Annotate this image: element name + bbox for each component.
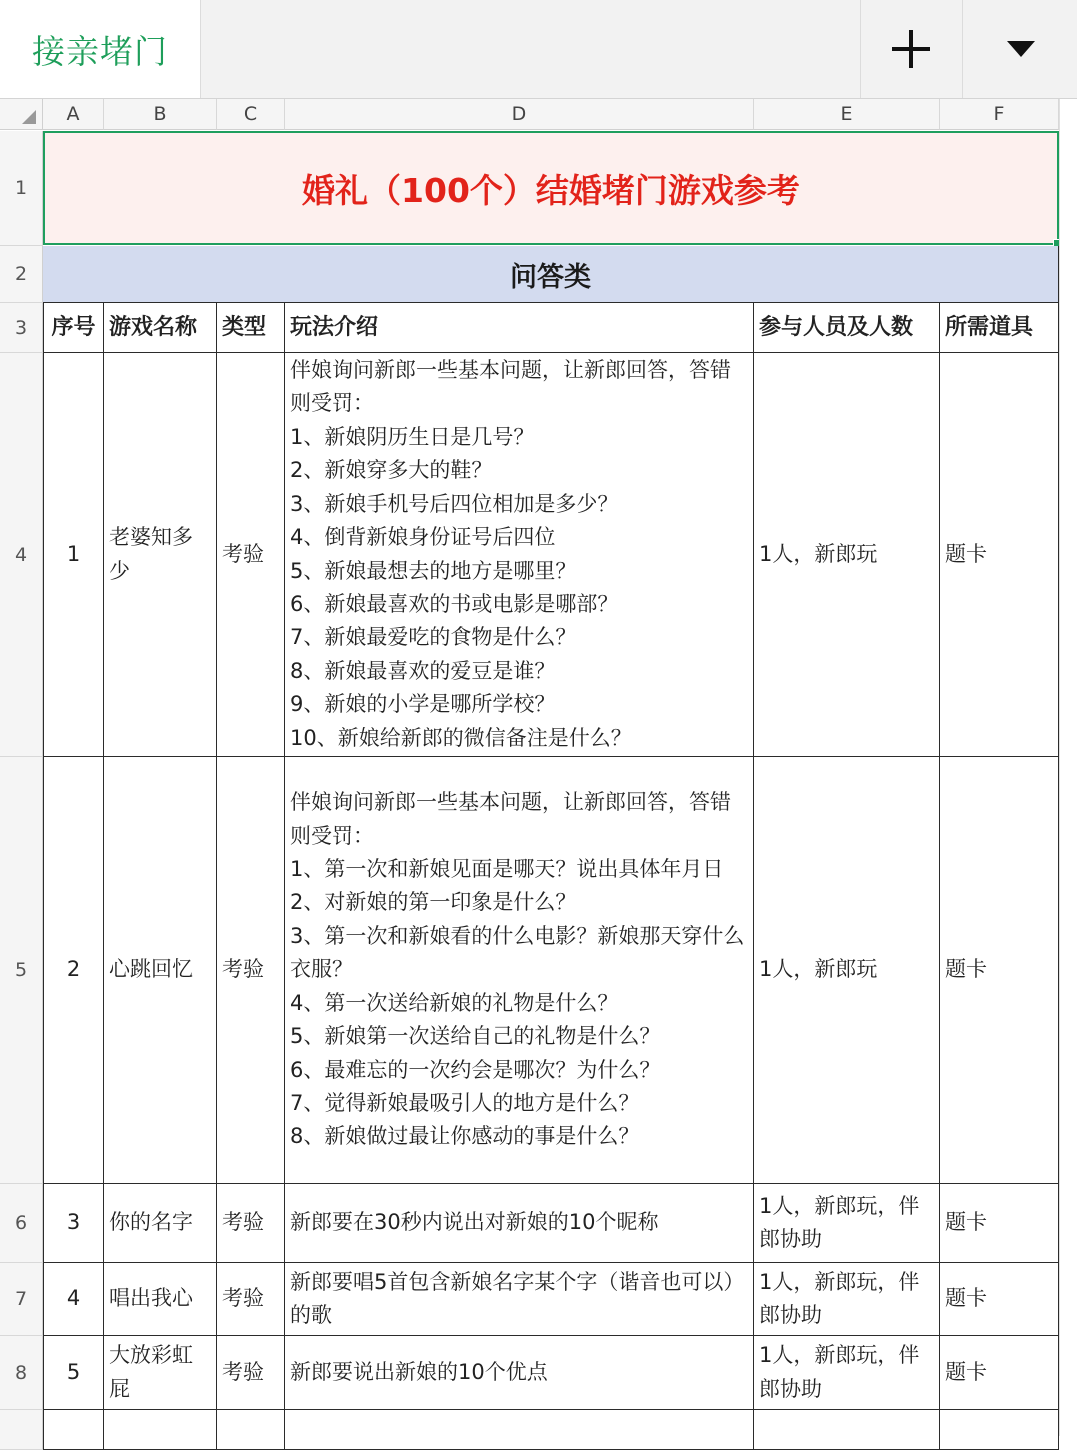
table-cell-props[interactable]: 题卡: [940, 1336, 1059, 1410]
column-header-a[interactable]: A: [43, 99, 104, 130]
table-cell-partial[interactable]: [285, 1410, 754, 1450]
title-cell[interactable]: [43, 131, 1059, 245]
sheet-menu-button[interactable]: [962, 0, 1077, 98]
column-header-d[interactable]: D: [285, 99, 754, 130]
table-cell-desc[interactable]: 新郎要说出新娘的10个优点: [285, 1336, 754, 1410]
table-cell-props[interactable]: 题卡: [940, 353, 1059, 757]
table-cell-no[interactable]: 3: [43, 1184, 104, 1263]
table-cell-name[interactable]: 你的名字: [104, 1184, 217, 1263]
table-cell-no[interactable]: 2: [43, 757, 104, 1184]
table-cell-no[interactable]: 5: [43, 1336, 104, 1410]
select-all-corner[interactable]: [0, 99, 43, 130]
table-cell-type[interactable]: 考验: [217, 1336, 285, 1410]
table-cell-type[interactable]: 考验: [217, 1263, 285, 1336]
header-cell-props[interactable]: 所需道具: [940, 303, 1059, 353]
table-cell-desc[interactable]: 新郎要唱5首包含新娘名字某个字（谐音也可以）的歌: [285, 1263, 754, 1336]
section-heading: 问答类: [510, 261, 591, 293]
row-header-1[interactable]: 1: [0, 131, 43, 246]
row-header-8[interactable]: 8: [0, 1336, 43, 1410]
column-header-e[interactable]: E: [754, 99, 940, 130]
sheet-tab-active[interactable]: [0, 0, 201, 98]
table-cell-people[interactable]: 1人，新郎玩，伴郎协助: [754, 1184, 940, 1263]
table-cell-no[interactable]: 1: [43, 353, 104, 757]
column-header-c[interactable]: C: [217, 99, 285, 130]
header-cell-desc[interactable]: 玩法介绍: [285, 303, 754, 353]
row-header-9[interactable]: [0, 1410, 43, 1450]
row-header-4[interactable]: 4: [0, 353, 43, 757]
table-cell-desc[interactable]: 伴娘询问新郎一些基本问题，让新郎回答，答错则受罚： 1、新娘阴历生日是几号？ 2、新娘穿多大的鞋？ 3、新娘手机号后四位相加是多少？ 4、倒背新娘身份证号后四位 5、新娘最想去的地方是哪里？ 6、新娘最喜欢的书或电影是哪部？ 7、新娘最爱吃的食物是什么？ 8、新娘最喜欢的爱豆是谁？ 9、新娘的小学是哪所学校？ 10、新娘给新郎的微信备注是什么？: [285, 353, 754, 757]
row-header-2[interactable]: 2: [0, 246, 43, 303]
table-cell-people[interactable]: 1人，新郎玩，伴郎协助: [754, 1336, 940, 1410]
page-title: 婚礼（100个）结婚堵门游戏参考: [302, 170, 800, 210]
table-cell-partial[interactable]: [43, 1410, 104, 1450]
select-all-icon: [22, 110, 36, 124]
row-header-5[interactable]: 5: [0, 757, 43, 1184]
dropdown-triangle-icon: [1007, 41, 1035, 57]
table-cell-partial[interactable]: [104, 1410, 217, 1450]
column-header-f[interactable]: F: [940, 99, 1059, 130]
table-cell-people[interactable]: 1人，新郎玩: [754, 757, 940, 1184]
table-cell-name[interactable]: 老婆知多少: [104, 353, 217, 757]
table-cell-desc[interactable]: 新郎要在30秒内说出对新娘的10个昵称: [285, 1184, 754, 1263]
header-cell-name[interactable]: 游戏名称: [104, 303, 217, 353]
add-sheet-button[interactable]: [860, 0, 961, 98]
row-header-3[interactable]: 3: [0, 303, 43, 353]
table-cell-partial[interactable]: [754, 1410, 940, 1450]
table-cell-no[interactable]: 4: [43, 1263, 104, 1336]
table-cell-type[interactable]: 考验: [217, 757, 285, 1184]
row-header-6[interactable]: 6: [0, 1184, 43, 1263]
table-cell-desc[interactable]: 伴娘询问新郎一些基本问题，让新郎回答，答错则受罚： 1、第一次和新娘见面是哪天？说出具体年月日 2、对新娘的第一印象是什么？ 3、第一次和新娘看的什么电影？新娘那天穿什么衣服？ 4、第一次送给新娘的礼物是什么？ 5、新娘第一次送给自己的礼物是什么？ 6、最难忘的一次约会是哪次？为什么？ 7、觉得新娘最吸引人的地方是什么？ 8、新娘做过最让你感动的事是什么？: [285, 757, 754, 1184]
table-cell-name[interactable]: 唱出我心: [104, 1263, 217, 1336]
header-cell-people[interactable]: 参与人员及人数: [754, 303, 940, 353]
table-cell-people[interactable]: 1人，新郎玩: [754, 353, 940, 757]
table-cell-name[interactable]: 心跳回忆: [104, 757, 217, 1184]
header-cell-type[interactable]: 类型: [217, 303, 285, 353]
table-cell-props[interactable]: 题卡: [940, 1263, 1059, 1336]
plus-icon: [892, 30, 930, 68]
section-heading-cell[interactable]: [43, 246, 1059, 303]
table-cell-props[interactable]: 题卡: [940, 1184, 1059, 1263]
column-header-b[interactable]: B: [104, 99, 217, 130]
sheet-tab-label: 接亲堵门: [32, 31, 168, 71]
table-cell-people[interactable]: 1人，新郎玩，伴郎协助: [754, 1263, 940, 1336]
table-cell-name[interactable]: 大放彩虹屁: [104, 1336, 217, 1410]
row-header-7[interactable]: 7: [0, 1263, 43, 1336]
table-cell-partial[interactable]: [940, 1410, 1059, 1450]
table-cell-props[interactable]: 题卡: [940, 757, 1059, 1184]
table-cell-type[interactable]: 考验: [217, 1184, 285, 1263]
grid-right-gutter: [1059, 99, 1077, 1436]
header-cell-no[interactable]: 序号: [43, 303, 104, 353]
table-cell-type[interactable]: 考验: [217, 353, 285, 757]
sheet-tab-bar: [0, 0, 1077, 99]
table-cell-partial[interactable]: [217, 1410, 285, 1450]
